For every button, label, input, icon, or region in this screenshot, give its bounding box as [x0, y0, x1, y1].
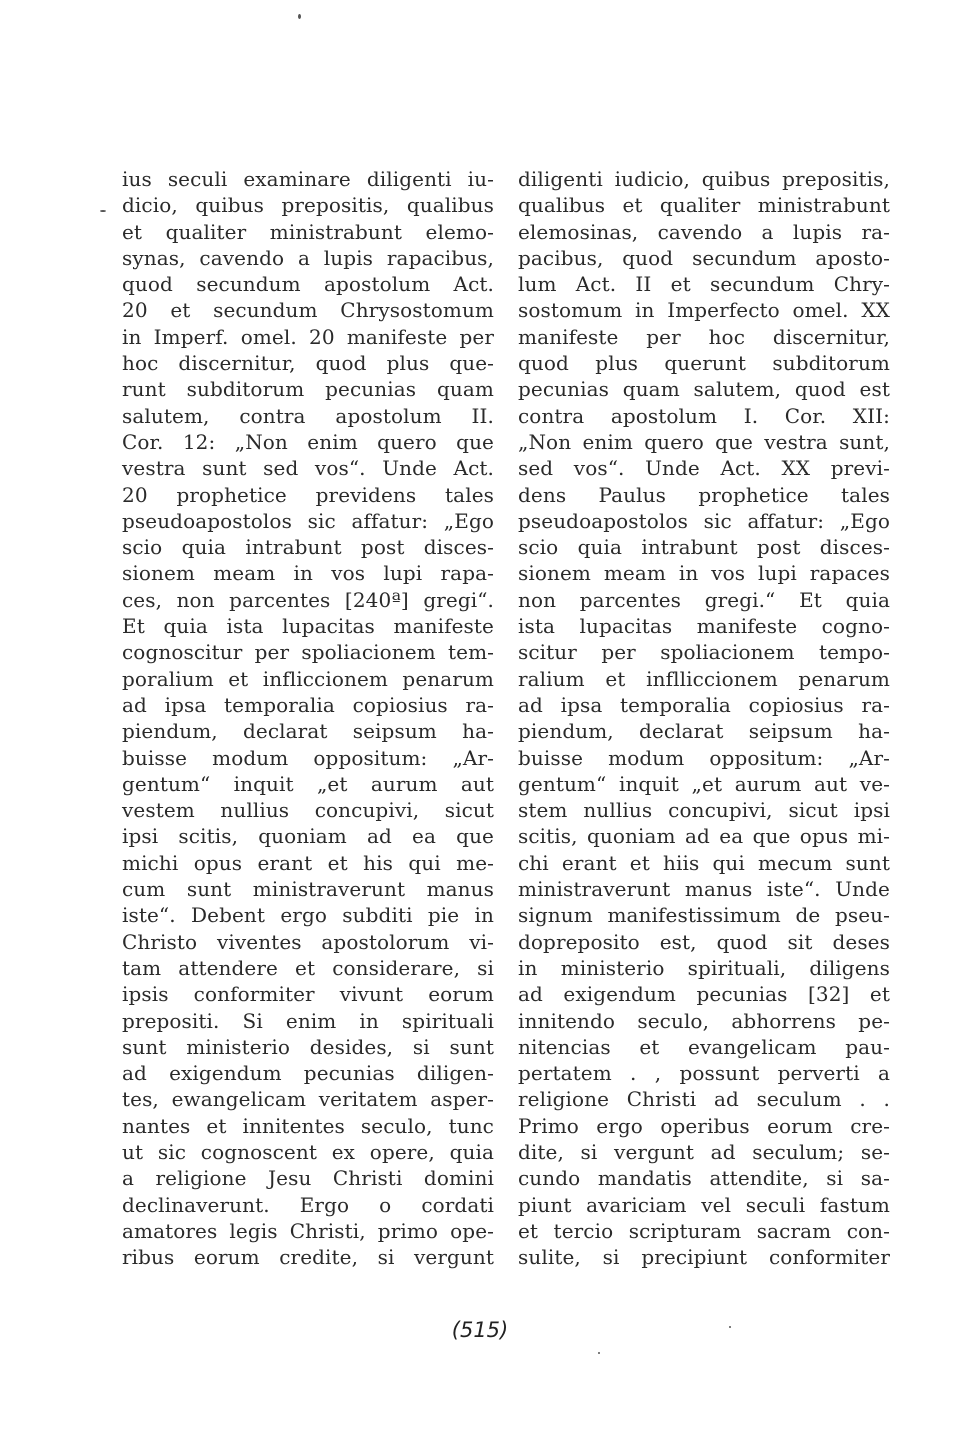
right-column: [518, 166, 890, 1270]
text-line: contra apostolum I. Cor. XII:: [518, 403, 890, 428]
text-line: dite, si vergunt ad seculum; se-: [518, 1139, 890, 1164]
text-line: 20 et secundum Chrysostomum: [122, 298, 494, 323]
text-line: innitendo seculo, abhorrens pe-: [518, 1008, 890, 1033]
text-line: ces, non parcentes [240ª] gregi“.: [122, 587, 494, 612]
text-line: sostomum in Imperfecto omel. XX: [518, 298, 890, 323]
text-line: sionem meam in vos lupi rapa-: [122, 561, 494, 586]
left-column: [122, 166, 494, 1270]
text-line: cognoscitur per spoliacionem tem-: [122, 640, 494, 665]
text-line: pseudoapostolos sic affatur: „Ego: [122, 508, 494, 533]
scan-speck: [598, 1352, 600, 1354]
text-line: Cor. 12: „Non enim quero que: [122, 429, 494, 454]
text-line: ribus eorum credite, si vergunt: [122, 1245, 494, 1270]
text-line: ad ipsa temporalia copiosius ra-: [122, 692, 494, 717]
text-line: poralium et infliccionem penarum: [122, 666, 494, 691]
text-line: non parcentes gregi.“ Et quia: [518, 587, 890, 612]
text-line: quod secundum apostolum Act.: [122, 272, 494, 297]
text-line: qualibus et qualiter ministrabunt: [518, 193, 890, 218]
text-line: piunt avariciam vel seculi fastum: [518, 1192, 890, 1217]
text-line: ipsi scitis, quoniam ad ea que: [122, 824, 494, 849]
text-line: tes, ewangelicam veritatem asper-: [122, 1087, 494, 1112]
scan-speck: [298, 14, 301, 19]
text-line: ministraverunt manus iste“. Unde: [518, 877, 890, 902]
text-line: scio quia intrabunt post disces-: [122, 535, 494, 560]
text-line: a religione Jesu Christi domini: [122, 1166, 494, 1191]
text-line: 20 prophetice previdens tales: [122, 482, 494, 507]
text-line: vestra sunt sed vos“. Unde Act.: [122, 456, 494, 481]
text-line: Christo viventes apostolorum vi-: [122, 929, 494, 954]
text-line: piendum, declarat seipsum ha-: [122, 719, 494, 744]
text-line: gentum“ inquit „et aurum aut ve-: [518, 771, 890, 796]
text-line: et qualiter ministrabunt elemo-: [122, 219, 494, 244]
text-line: „Non enim quero que vestra sunt,: [518, 429, 890, 454]
text-line: lum Act. II et secundum Chry-: [518, 272, 890, 297]
text-line: ut sic cognoscent ex opere, quia: [122, 1139, 494, 1164]
text-line: buisse modum oppositum: „Ar-: [518, 745, 890, 770]
text-line: diligenti iudicio, quibus prepositis,: [518, 167, 890, 191]
text-line: signum manifestissimum de pseu-: [518, 903, 890, 928]
text-line: amatores legis Christi, primo ope-: [122, 1218, 494, 1243]
text-line: ad exigendum pecunias [32] et: [518, 982, 890, 1007]
text-line: prepositi. Si enim in spirituali: [122, 1008, 494, 1033]
text-line: vestem nullius concupivi, sicut: [122, 798, 494, 823]
text-line: piendum, declarat seipsum ha-: [518, 719, 890, 744]
text-line: pecunias quam salutem, quod est: [518, 377, 890, 402]
text-line: scitis, quoniam ad ea que opus mi-: [518, 824, 890, 849]
text-line: salutem, contra apostolum II.: [122, 403, 494, 428]
text-line: sulite, si precipiunt conformiter: [518, 1245, 890, 1270]
text-line: cum sunt ministraverunt manus: [122, 877, 494, 902]
text-line: sunt ministerio desides, si sunt: [122, 1034, 494, 1059]
text-line: synas, cavendo a lupis rapacibus,: [122, 245, 494, 270]
text-line: nitencias et evangelicam pau-: [518, 1034, 890, 1059]
text-line: religione Christi ad seculum . .: [518, 1087, 890, 1112]
text-line: cundo mandatis attendite, si sa-: [518, 1166, 890, 1191]
text-line: ad ipsa temporalia copiosius ra-: [518, 692, 890, 717]
text-line: ius seculi examinare diligenti iu-: [122, 167, 494, 191]
text-line: iste“. Debent ergo subditi pie in: [122, 903, 494, 928]
text-line: dicio, quibus prepositis, qualibus: [122, 193, 494, 218]
text-line: stem nullius concupivi, sicut ipsi: [518, 798, 890, 823]
text-line: in Imperf. omel. 20 manifeste per: [122, 324, 494, 349]
text-line: dens Paulus prophetice tales: [518, 482, 890, 507]
text-line: manifeste per hoc discernitur,: [518, 324, 890, 349]
text-line: runt subditorum pecunias quam: [122, 377, 494, 402]
text-line: nantes et innitentes seculo, tunc: [122, 1113, 494, 1138]
text-line: in ministerio spirituali, diligens: [518, 955, 890, 980]
scan-speck: [729, 1326, 731, 1328]
text-line: ista lupacitas manifeste cogno-: [518, 614, 890, 639]
text-line: pertatem . , possunt perverti a: [518, 1061, 890, 1086]
text-line: Et quia ista lupacitas manifeste: [122, 614, 494, 639]
text-line: michi opus erant et his qui me-: [122, 850, 494, 875]
page-number: (515): [451, 1318, 509, 1342]
text-line: buisse modum oppositum: „Ar-: [122, 745, 494, 770]
text-line: ad exigendum pecunias diligen-: [122, 1061, 494, 1086]
text-line: pacibus, quod secundum aposto-: [518, 245, 890, 270]
text-line: declinaverunt. Ergo o cordati: [122, 1192, 494, 1217]
scan-speck: [100, 210, 106, 212]
text-line: ipsis conformiter vivunt eorum: [122, 982, 494, 1007]
text-line: scitur per spoliacionem tempo-: [518, 640, 890, 665]
text-line: pseudoapostolos sic affatur: „Ego: [518, 508, 890, 533]
text-line: gentum“ inquit „et aurum aut: [122, 771, 494, 796]
text-line: chi erant et hiis qui mecum sunt: [518, 850, 890, 875]
text-line: elemosinas, cavendo a lupis ra-: [518, 219, 890, 244]
text-line: sed vos“. Unde Act. XX previ-: [518, 456, 890, 481]
text-line: ralium et inflliccionem penarum: [518, 666, 890, 691]
text-line: et tercio scripturam sacram con-: [518, 1218, 890, 1243]
text-line: tam attendere et considerare, si: [122, 955, 494, 980]
text-line: hoc discernitur, quod plus que-: [122, 351, 494, 376]
text-line: sionem meam in vos lupi rapaces: [518, 561, 890, 586]
text-line: dopreposito est, quod sit deses: [518, 929, 890, 954]
text-line: Primo ergo operibus eorum cre-: [518, 1113, 890, 1138]
text-line: quod plus querunt subditorum: [518, 351, 890, 376]
text-line: scio quia intrabunt post disces-: [518, 535, 890, 560]
